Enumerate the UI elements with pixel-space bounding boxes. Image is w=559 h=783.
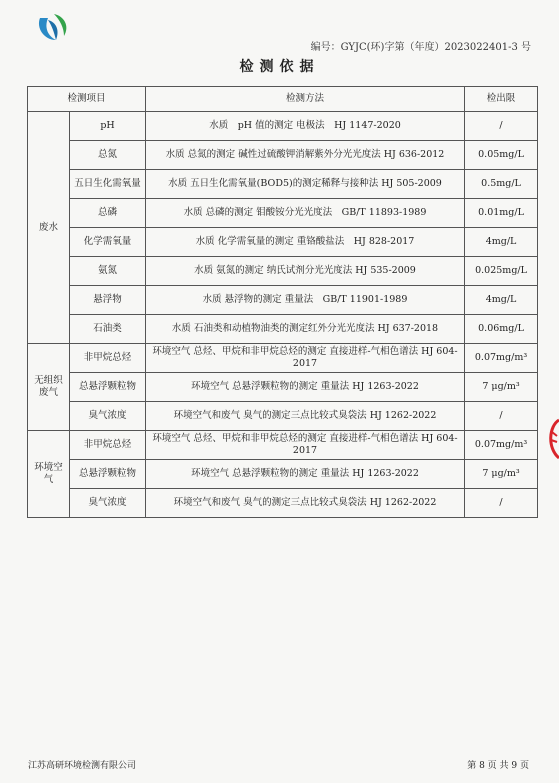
limit-cell: 0.05mg/L [465, 141, 538, 170]
method-cell: 水质 化学需氧量的测定 重铬酸盐法 HJ 828-2017 [146, 228, 465, 257]
method-cell: 环境空气 总悬浮颗粒物的测定 重量法 HJ 1263-2022 [146, 460, 465, 489]
column-header-item: 检测项目 [28, 87, 146, 112]
table-row [28, 431, 538, 460]
group-name-cell: 废水 [28, 112, 70, 344]
item-cell: 氨氮 [70, 257, 146, 286]
method-cell: 环境空气 总悬浮颗粒物的测定 重量法 HJ 1263-2022 [146, 373, 465, 402]
limit-cell: 4mg/L [465, 228, 538, 257]
table-row [28, 373, 538, 402]
column-header-limit: 检出限 [465, 87, 538, 112]
table-row [28, 112, 538, 141]
limit-cell: 7 μg/m³ [465, 460, 538, 489]
table-row [28, 257, 538, 286]
item-cell: 臭气浓度 [70, 489, 146, 518]
table-row [28, 228, 538, 257]
item-cell: 化学需氧量 [70, 228, 146, 257]
column-header-method: 检测方法 [146, 87, 465, 112]
table-row [28, 344, 538, 373]
method-cell: 水质 氨氮的测定 纳氏试剂分光光度法 HJ 535-2009 [146, 257, 465, 286]
method-cell: 水质 pH 值的测定 电极法 HJ 1147-2020 [146, 112, 465, 141]
item-cell: 总磷 [70, 199, 146, 228]
group-name-cell: 环境空气 [28, 431, 70, 518]
table-row [28, 402, 538, 431]
method-cell: 水质 总磷的测定 钼酸铵分光光度法 GB/T 11893-1989 [146, 199, 465, 228]
table-body [28, 112, 538, 518]
limit-cell: / [465, 489, 538, 518]
item-cell: 五日生化需氧量 [70, 170, 146, 199]
limit-cell: 0.07mg/m³ [465, 431, 538, 460]
detection-basis-table [27, 86, 538, 518]
method-cell: 环境空气 总烃、甲烷和非甲烷总烃的测定 直接进样-气相色谱法 HJ 604-2017 [146, 344, 465, 373]
method-cell: 水质 石油类和动植物油类的测定红外分光光度法 HJ 637-2018 [146, 315, 465, 344]
method-cell: 环境空气和废气 臭气的测定三点比较式臭袋法 HJ 1262-2022 [146, 489, 465, 518]
item-cell: 悬浮物 [70, 286, 146, 315]
limit-cell: 4mg/L [465, 286, 538, 315]
table-row [28, 489, 538, 518]
page-title: 检测依据 [239, 59, 320, 75]
item-cell: 非甲烷总烃 [70, 344, 146, 373]
table-row [28, 199, 538, 228]
footer-company: 江苏高研环境检测有限公司 [28, 761, 137, 771]
item-cell: 总悬浮颗粒物 [70, 460, 146, 489]
method-cell: 环境空气 总烃、甲烷和非甲烷总烃的测定 直接进样-气相色谱法 HJ 604-2017 [146, 431, 465, 460]
table-row [28, 460, 538, 489]
item-cell: 总氮 [70, 141, 146, 170]
table-row [28, 286, 538, 315]
seal-stamp-fragment [543, 418, 559, 460]
limit-cell: 0.06mg/L [465, 315, 538, 344]
table-header-row [28, 87, 538, 112]
item-cell: 石油类 [70, 315, 146, 344]
item-cell: pH [70, 112, 146, 141]
method-cell: 环境空气和废气 臭气的测定三点比较式臭袋法 HJ 1262-2022 [146, 402, 465, 431]
method-cell: 水质 总氮的测定 碱性过硫酸钾消解紫外分光光度法 HJ 636-2012 [146, 141, 465, 170]
item-cell: 臭气浓度 [70, 402, 146, 431]
table-row [28, 315, 538, 344]
limit-cell: 0.5mg/L [465, 170, 538, 199]
table-row [28, 141, 538, 170]
method-cell: 水质 五日生化需氧量(BOD5)的测定稀释与接种法 HJ 505-2009 [146, 170, 465, 199]
item-cell: 非甲烷总烃 [70, 431, 146, 460]
limit-cell: 0.01mg/L [465, 199, 538, 228]
group-name-cell: 无组织废气 [28, 344, 70, 431]
limit-cell: 7 μg/m³ [465, 373, 538, 402]
item-cell: 总悬浮颗粒物 [70, 373, 146, 402]
company-logo [34, 10, 74, 46]
footer-page-number: 第 8 页 共 9 页 [467, 761, 529, 771]
limit-cell: / [465, 402, 538, 431]
limit-cell: 0.025mg/L [465, 257, 538, 286]
method-cell: 水质 悬浮物的测定 重量法 GB/T 11901-1989 [146, 286, 465, 315]
limit-cell: 0.07mg/m³ [465, 344, 538, 373]
limit-cell: / [465, 112, 538, 141]
document-number: 编号：GYJC(环)字第（年度）2023022401-3 号 [310, 42, 531, 53]
table-row [28, 170, 538, 199]
